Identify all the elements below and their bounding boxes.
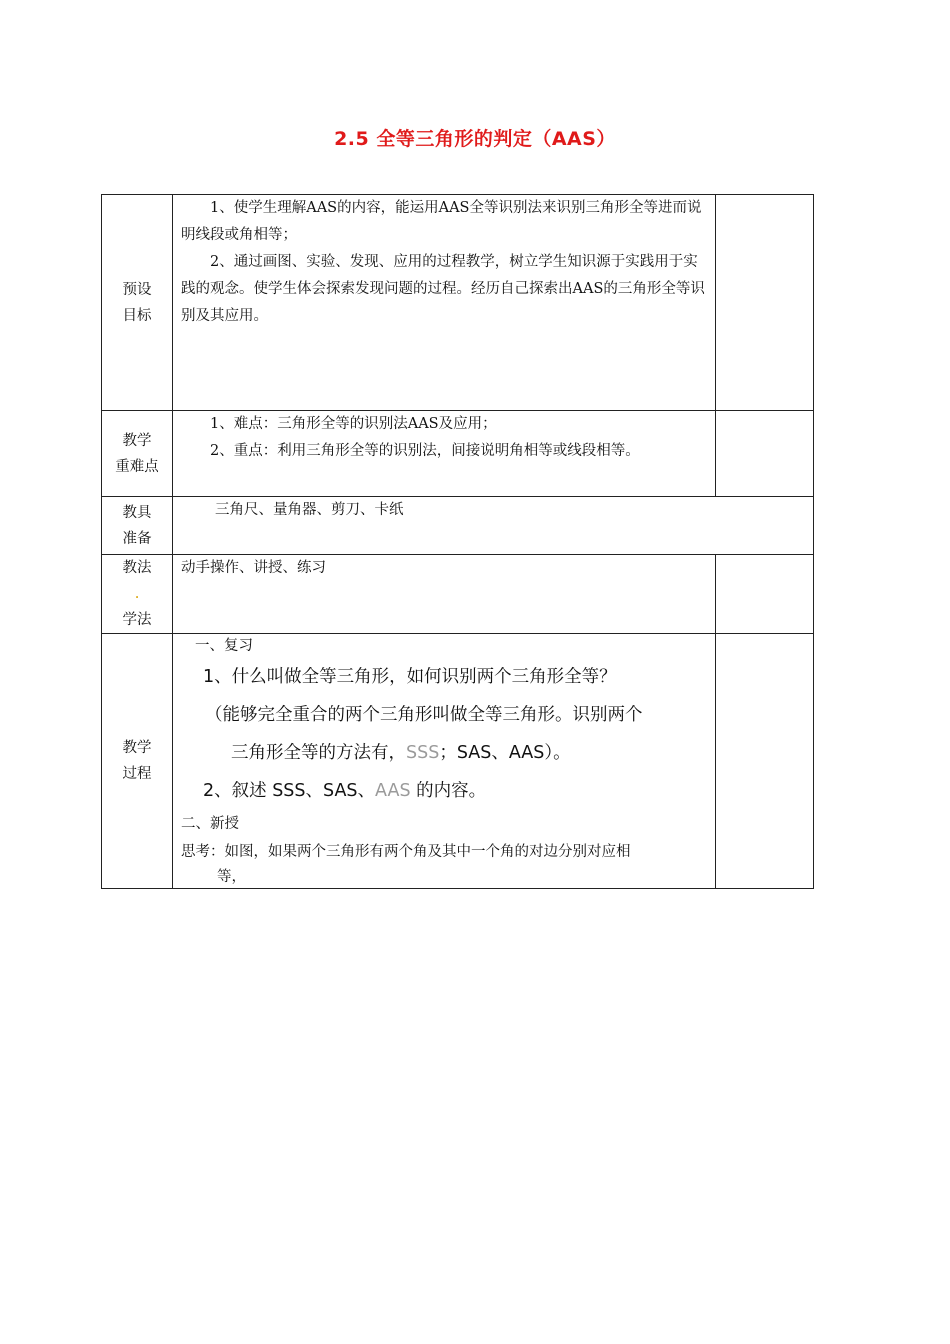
key-points-notes [716, 411, 814, 497]
review-heading: 一、复习 [195, 638, 253, 654]
think-line-1: 思考：如图，如果两个三角形有两个角及其中一个角的对边分别对应相 [181, 844, 631, 860]
goals-content [173, 195, 716, 411]
row-methods [102, 555, 814, 634]
document-title: 2.5 全等三角形的判定（AAS） [334, 128, 616, 150]
row-tools [102, 497, 814, 555]
key-points-p1: 1、难点：三角形全等的识别法AAS及应用； [210, 416, 497, 432]
methods-label: 教法 . 学法 [102, 555, 173, 634]
think-line-2: 等， [217, 869, 246, 885]
row-goals [102, 195, 814, 411]
goals-p1: 1、使学生理解AAS的内容，能运用AAS全等识别法来识别三角形全等进而说明线段或角相等； [181, 200, 702, 243]
methods-notes [716, 555, 814, 634]
process-content [173, 634, 716, 889]
row-process [102, 634, 814, 889]
goals-label: 预设 目标 [102, 195, 173, 411]
review-answer-line-1: （能够完全重合的两个三角形叫做全等三角形。识别两个 [205, 705, 643, 725]
key-points-content [173, 411, 716, 497]
new-lesson-heading: 二、新授 [181, 816, 239, 832]
tools-content: 三角尺、量角器、剪刀、卡纸 [173, 497, 814, 555]
review-question-1: 1、什么叫做全等三角形，如何识别两个三角形全等？ [203, 667, 617, 687]
methods-content: 动手操作、讲授、练习 [173, 555, 716, 634]
goals-p2: 2、通过画图、实验、发现、应用的过程教学，树立学生知识源于实践用于实践的观念。使学生体会探索发现问题的过程。经历自己探索出AAS的三角形全等识别及其应用。 [181, 254, 705, 324]
review-answer-line-2: 三角形全等的方法有，SSS；SAS、AAS）。 [231, 743, 571, 763]
key-points-p2: 2、重点：利用三角形全等的识别法，间接说明角相等或线段相等。 [210, 443, 640, 459]
goals-notes [716, 195, 814, 411]
key-points-label: 教学 重难点 [102, 411, 173, 497]
row-key-points [102, 411, 814, 497]
review-question-2: 2、叙述 SSS、SAS、AAS 的内容。 [203, 781, 487, 801]
tools-label: 教具 准备 [102, 497, 173, 555]
lesson-plan-table [101, 194, 814, 889]
process-notes [716, 634, 814, 889]
process-label: 教学 过程 [102, 634, 173, 889]
